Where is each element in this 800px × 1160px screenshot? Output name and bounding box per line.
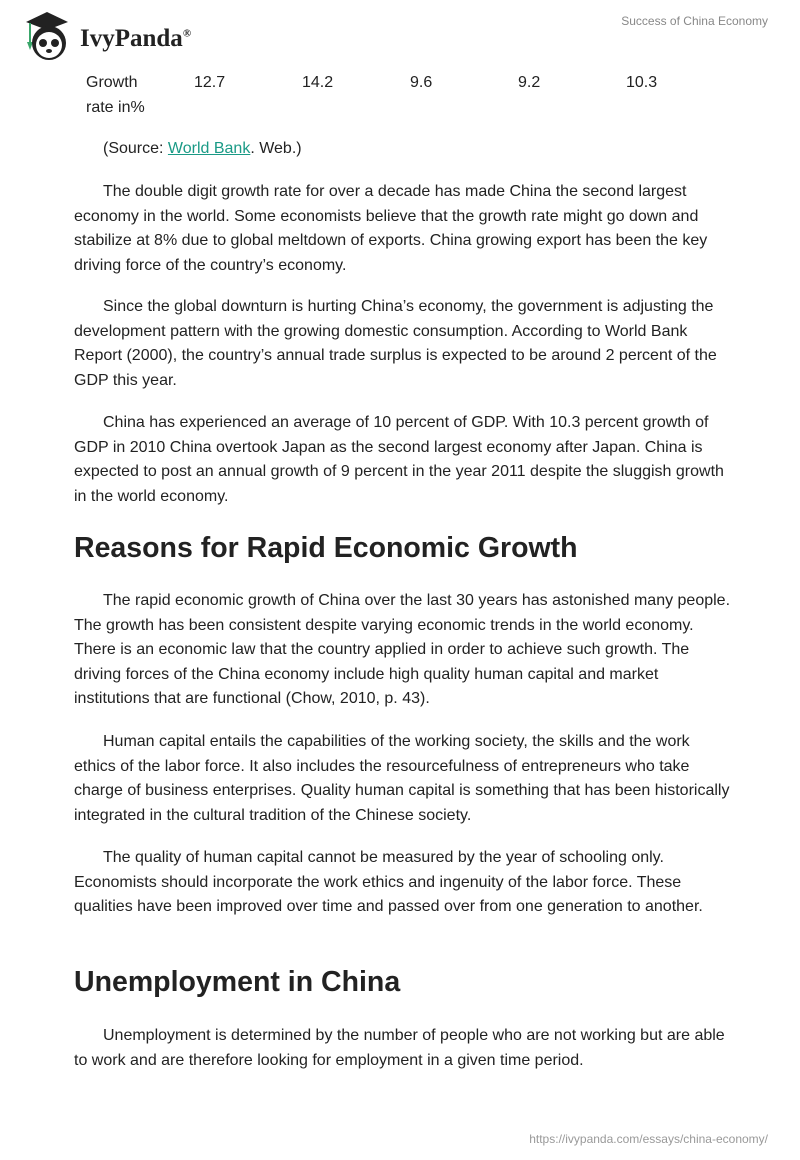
page-url: https://ivypanda.com/essays/china-economy/ xyxy=(529,1132,768,1146)
table-cell: 12.7 xyxy=(194,74,226,91)
table-cell: 9.2 xyxy=(518,74,541,91)
world-bank-link[interactable]: World Bank xyxy=(167,140,251,157)
source-note: (Source: World Bank. Web.) xyxy=(103,140,302,157)
section-heading: Unemployment in China xyxy=(74,966,401,998)
paragraph: The double digit growth rate for over a decade has made China the second largest economy in the world. Some economists believe that the growth rate might go down and stabilize at 8% due to global meltdown of exports. China growing export has been the key driving force of the country’s economy. xyxy=(74,183,708,274)
paragraph: The quality of human capital cannot be measured by the year of schooling only. Economists should incorporate the work ethics and ingenuity of the labor force. These qualities have been improved over time and passed over from one generation to another. xyxy=(74,849,703,916)
logo-text: IvyPanda® xyxy=(80,25,192,52)
paragraph: The rapid economic growth of China over the last 30 years has astonished many people. The growth has been consistent despite varying economic trends in the world economy. There is an economic law that the country applied in order to achieve such growth. The driving forces of the China economy include high quality human capital and market institutions that are functional (Chow, 2010, p. 43). xyxy=(74,592,731,708)
table-cell: 9.6 xyxy=(410,74,433,91)
paragraph: Unemployment is determined by the number of people who are not working but are able to work and are therefore looking for employment in a given time period. xyxy=(74,1027,725,1069)
document-title: Success of China Economy xyxy=(621,14,768,28)
table-cell: 10.3 xyxy=(626,74,658,91)
paragraph: China has experienced an average of 10 percent of GDP. With 10.3 percent growth of GDP in 2010 China overtook Japan as the second largest economy after Japan. China is expected to post an annual growth of 9 percent in the year 2011 despite the sluggish growth in the world economy. xyxy=(74,414,724,505)
paragraph: Since the global downturn is hurting China’s economy, the government is adjusting the development pattern with the growing domestic consumption. According to World Bank Report (2000), the country’s annual trade surplus is expected to be around 2 percent of the GDP this year. xyxy=(74,298,717,389)
section-heading: Reasons for Rapid Economic Growth xyxy=(74,532,578,564)
table-cell: 14.2 xyxy=(302,74,334,91)
panda-logo-icon xyxy=(20,8,74,64)
logo[interactable] xyxy=(20,8,191,64)
paragraph: Human capital entails the capabilities of the working society, the skills and the work ethics of the labor force. It also includes the resourcefulness of entrepreneurs who take charge of business enterprises. Quality human capital is something that has been historically integrated in the cultural tradition of the Chinese society. xyxy=(74,733,730,824)
table-row-label: Growth rate in% xyxy=(86,74,145,116)
